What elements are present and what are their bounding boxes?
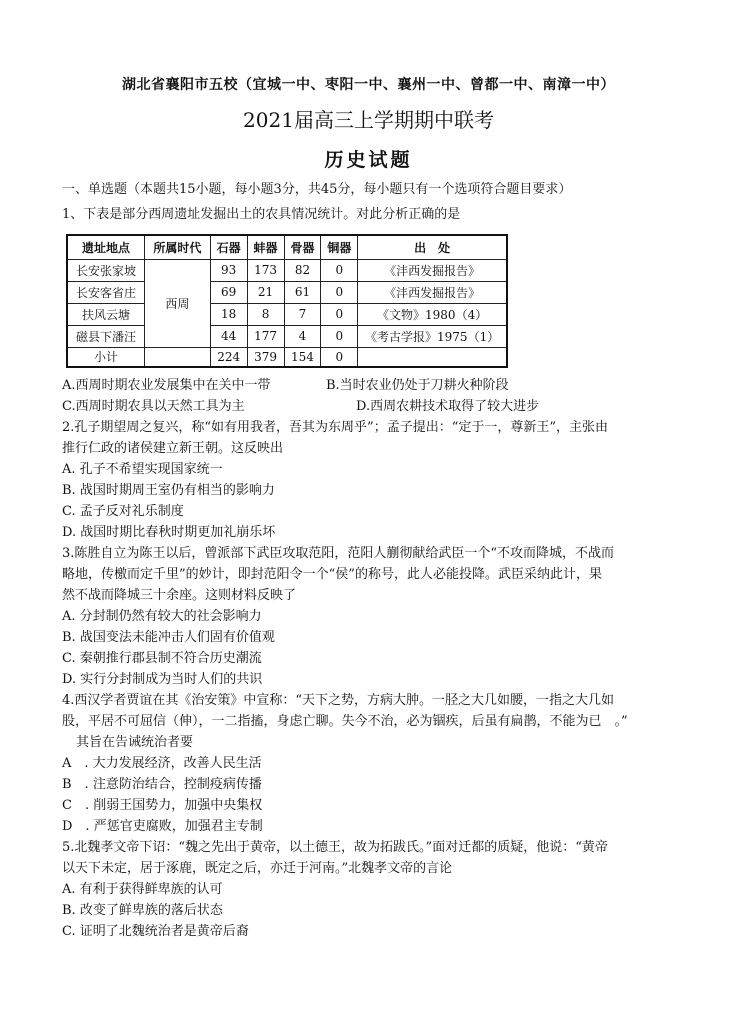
col-header-stone: 石器 bbox=[210, 235, 247, 259]
q4-stem-line3: 其旨在告诫统治者要 bbox=[76, 735, 194, 750]
cell-stone: 224 bbox=[210, 347, 247, 367]
cell-bone: 4 bbox=[284, 325, 321, 347]
cell-shell: 8 bbox=[247, 303, 284, 325]
cell-bronze: 0 bbox=[321, 281, 358, 303]
q4-option-a: A . 大力发展经济，改善人民生活 bbox=[62, 756, 262, 771]
cell-bronze: 0 bbox=[321, 325, 358, 347]
q5-option-b: B. 改变了鲜卑族的落后状态 bbox=[62, 903, 223, 918]
q1-option-d: D.西周农耕技术取得了较大进步 bbox=[356, 399, 540, 414]
col-header-source: 出 处 bbox=[358, 235, 507, 259]
cell-shell: 21 bbox=[247, 281, 284, 303]
cell-source: 《沣西发掘报告》 bbox=[358, 259, 507, 281]
cell-shell: 173 bbox=[247, 259, 284, 281]
cell-bone: 61 bbox=[284, 281, 321, 303]
q1-option-c: C.西周时期农具以天然工具为主 bbox=[62, 399, 245, 414]
q5-stem-line2: 以天下未定，居于涿鹿，既定之后，亦迁于河南。”北魏孝文帝的言论 bbox=[62, 861, 453, 876]
cell-source: 《考古学报》1975（1） bbox=[358, 325, 507, 347]
table-row bbox=[67, 281, 507, 303]
table-row bbox=[67, 325, 507, 347]
q1-option-a: A.西周时期农业发展集中在关中一带 bbox=[62, 378, 271, 393]
q1-stem: 1、下表是部分西周遗址发掘出土的农具情况统计。对此分析正确的是 bbox=[62, 207, 461, 222]
farm-tools-table bbox=[66, 234, 508, 368]
q4-option-d: D . 严惩官吏腐败，加强君主专制 bbox=[62, 819, 263, 834]
subject-title: 历史试题 bbox=[324, 149, 413, 171]
q5-option-a: A. 有利于获得鲜卑族的认可 bbox=[62, 882, 223, 897]
cell-bone: 154 bbox=[284, 347, 321, 367]
table-total-row bbox=[67, 347, 507, 367]
school-header: 湖北省襄阳市五校（宜城一中、枣阳一中、襄州一中、曾都一中、南漳一中） bbox=[122, 77, 615, 93]
cell-total-label: 小计 bbox=[67, 347, 145, 367]
cell-shell: 379 bbox=[247, 347, 284, 367]
q2-stem-line2: 推行仁政的诸侯建立新王朝。这反映出 bbox=[62, 441, 284, 456]
q4-option-c: C . 削弱王国势力，加强中央集权 bbox=[62, 798, 263, 813]
q4-stem-line1: 4.西汉学者贾谊在其《治安策》中宣称：“天下之势，方病大肿。一胫之大几如腰，一指之大几如 bbox=[62, 693, 615, 708]
cell-empty bbox=[145, 347, 211, 367]
cell-source: 《沣西发掘报告》 bbox=[358, 281, 507, 303]
q2-option-d: D. 战国时期比春秋时期更加礼崩乐坏 bbox=[62, 525, 276, 540]
q3-option-c: C. 秦朝推行郡县制不符合历史潮流 bbox=[62, 651, 262, 666]
section-heading: 一、单选题（本题共15小题，每小题3分，共45分，每小题只有一个选项符合题目要求） bbox=[62, 182, 572, 197]
cell-site: 磁县下潘汪 bbox=[67, 325, 145, 347]
col-header-shell: 蚌器 bbox=[247, 235, 284, 259]
cell-source: 《文物》1980（4） bbox=[358, 303, 507, 325]
cell-stone: 93 bbox=[210, 259, 247, 281]
q5-option-c: C. 证明了北魏统治者是黄帝后裔 bbox=[62, 924, 249, 939]
q2-option-a: A. 孔子不希望实现国家统一 bbox=[62, 462, 223, 477]
col-header-site: 遗址地点 bbox=[67, 235, 145, 259]
q3-option-a: A. 分封制仍然有较大的社会影响力 bbox=[62, 609, 262, 624]
q2-option-c: C. 孟子反对礼乐制度 bbox=[62, 504, 184, 519]
col-header-bone: 骨器 bbox=[284, 235, 321, 259]
col-header-period: 所属时代 bbox=[145, 235, 211, 259]
col-header-bronze: 铜器 bbox=[321, 235, 358, 259]
cell-stone: 18 bbox=[210, 303, 247, 325]
cell-site: 长安客省庄 bbox=[67, 281, 145, 303]
q1-option-b: B.当时农业仍处于刀耕火种阶段 bbox=[326, 378, 509, 393]
cell-site: 扶风云塘 bbox=[67, 303, 145, 325]
q4-stem-line2: 股，平居不可屈信（伸），一二指搐，身虑亡聊。失今不治，必为锢疾，后虽有扁鹊，不能为已 。” bbox=[62, 714, 628, 729]
cell-stone: 44 bbox=[210, 325, 247, 347]
q4-option-b: B . 注意防治结合，控制疫病传播 bbox=[62, 777, 262, 792]
cell-bronze: 0 bbox=[321, 259, 358, 281]
cell-site: 长安张家坡 bbox=[67, 259, 145, 281]
exam-title: 2021届高三上学期期中联考 bbox=[243, 108, 494, 132]
cell-bone: 7 bbox=[284, 303, 321, 325]
cell-empty bbox=[358, 347, 507, 367]
q2-stem-line1: 2.孔子期望周之复兴，称“如有用我者，吾其为东周乎”；孟子提出：“定于一，尊新王”，主张由 bbox=[62, 420, 608, 435]
q2-option-b: B. 战国时期周王室仍有相当的影响力 bbox=[62, 483, 275, 498]
q5-stem-line1: 5.北魏孝文帝下诏：“魏之先出于黄帝，以土德王，故为拓跋氏。”面对迁都的质疑，他说：“黄帝 bbox=[62, 840, 608, 855]
table-header-row bbox=[67, 235, 507, 259]
q3-stem-line3: 然不战而降城三十余座。这则材料反映了 bbox=[62, 588, 297, 603]
q3-stem-line1: 3.陈胜自立为陈王以后，曾派部下武臣攻取范阳，范阳人蒯彻献给武臣一个“不攻而降城，不战而 bbox=[62, 546, 615, 561]
q3-stem-line2: 略地，传檄而定千里”的妙计，即封范阳令一个“侯”的称号，此人必能投降。武臣采纳此计，果 bbox=[62, 567, 602, 582]
table-row bbox=[67, 259, 507, 281]
cell-period: 西周 bbox=[145, 259, 211, 347]
q3-option-d: D. 实行分封制成为当时人们的共识 bbox=[62, 672, 263, 687]
cell-shell: 177 bbox=[247, 325, 284, 347]
cell-bronze: 0 bbox=[321, 303, 358, 325]
cell-bone: 82 bbox=[284, 259, 321, 281]
cell-stone: 69 bbox=[210, 281, 247, 303]
table-row bbox=[67, 303, 507, 325]
q3-option-b: B. 战国变法未能冲击人们固有价值观 bbox=[62, 630, 275, 645]
cell-bronze: 0 bbox=[321, 347, 358, 367]
